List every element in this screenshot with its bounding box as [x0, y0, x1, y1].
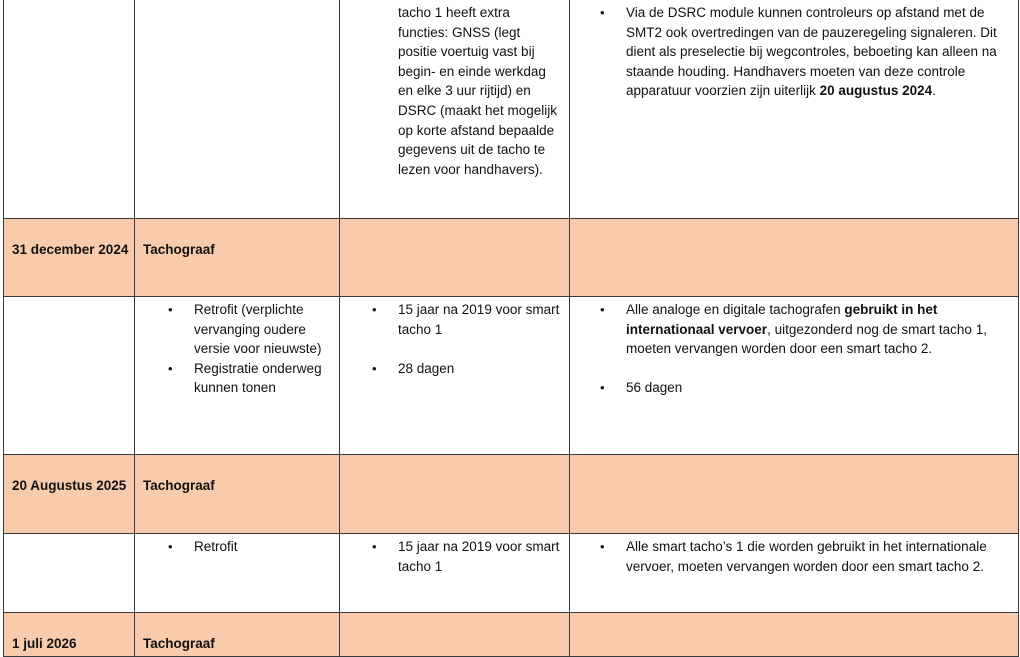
subject-label: Tachograaf	[143, 242, 215, 257]
subject-cell	[135, 534, 340, 613]
empty-cell	[570, 613, 1019, 657]
timeline-table	[3, 0, 1019, 657]
date-cell	[4, 534, 135, 613]
empty-cell	[570, 455, 1019, 534]
table-row	[4, 613, 1019, 657]
list-item: • 15 jaar na 2019 voor smart tacho 1	[372, 539, 560, 574]
list-item: • Retrofit	[194, 537, 331, 557]
bullet-icon: •	[600, 302, 605, 317]
empty-cell	[570, 219, 1019, 297]
date-label: 20 Augustus 2025	[12, 478, 127, 493]
bullet-icon: •	[168, 539, 173, 554]
table-row	[4, 0, 1019, 219]
date-cell	[4, 455, 135, 534]
date-cell	[4, 613, 135, 657]
bullet-icon: •	[168, 360, 173, 376]
empty-cell	[340, 455, 570, 534]
bullet-icon: •	[168, 302, 173, 317]
table-row	[4, 455, 1019, 534]
date-cell	[4, 297, 135, 455]
list-item: • Via de DSRC module kunnen controleurs op afstand met de SMT2 ook overtredingen van de pauzeregeling signaleren. Dit dient als preselectie bij wegcontroles, beboeting kan alleen na staande houding. Handhavers moeten van deze controle apparatuur voorzien zijn uiterlijk 20 augustus 2024.	[600, 5, 997, 99]
table-row	[4, 219, 1019, 297]
remark-cell	[570, 0, 1019, 219]
bullet-icon: •	[372, 302, 377, 317]
list-item: • Retrofit (verplichte vervanging oudere versie voor nieuwste)	[168, 302, 322, 357]
table-row	[4, 534, 1019, 613]
detail-cell	[340, 534, 570, 613]
bullet-icon: •	[372, 539, 377, 554]
date-cell	[4, 219, 135, 297]
list-item: • Alle smart tacho’s 1 die worden gebruikt in het internationale vervoer, moeten vervangen worden door een smart tacho 2.	[600, 539, 987, 574]
date-label: 1 juli 2026	[12, 636, 77, 651]
bullet-icon: •	[600, 5, 605, 20]
list-item: • Registratie onderweg kunnen tonen	[168, 360, 322, 396]
detail-text: tacho 1 heeft extra functies: GNSS (legt positie voertuig vast bij begin- en einde werkdag en elke 3 uur rijtijd) en DSRC (maakt het mogelijk op korte afstand bepaalde gegevens uit de tacho te lezen voor handhavers).	[398, 5, 558, 177]
empty-cell	[340, 613, 570, 657]
bullet-icon: •	[600, 380, 605, 396]
list-item: • 15 jaar na 2019 voor smart tacho 1	[372, 302, 560, 337]
remark-cell	[570, 297, 1019, 455]
subject-label: Tachograaf	[143, 636, 215, 651]
subject-cell	[135, 219, 340, 297]
subject-label: Tachograaf	[143, 478, 215, 493]
subject-cell	[135, 613, 340, 657]
list-item: • 28 dagen	[398, 359, 561, 379]
list-item: • 56 dagen	[626, 378, 1010, 398]
bullet-icon: •	[372, 360, 377, 376]
list-item: • Alle analoge en digitale tachografen gebruikt in het internationaal vervoer, uitgezonderd nog de smart tacho 1, moeten vervangen worden door een smart tacho 2.	[600, 302, 987, 357]
empty-cell	[340, 219, 570, 297]
date-label: 31 december 2024	[12, 242, 129, 257]
subject-cell	[135, 455, 340, 534]
bullet-icon: •	[600, 539, 605, 554]
detail-cell	[340, 297, 570, 455]
table-row	[4, 297, 1019, 455]
remark-cell	[570, 534, 1019, 613]
date-cell	[4, 0, 135, 219]
subject-cell	[135, 297, 340, 455]
detail-cell	[340, 0, 570, 219]
subject-cell	[135, 0, 340, 219]
